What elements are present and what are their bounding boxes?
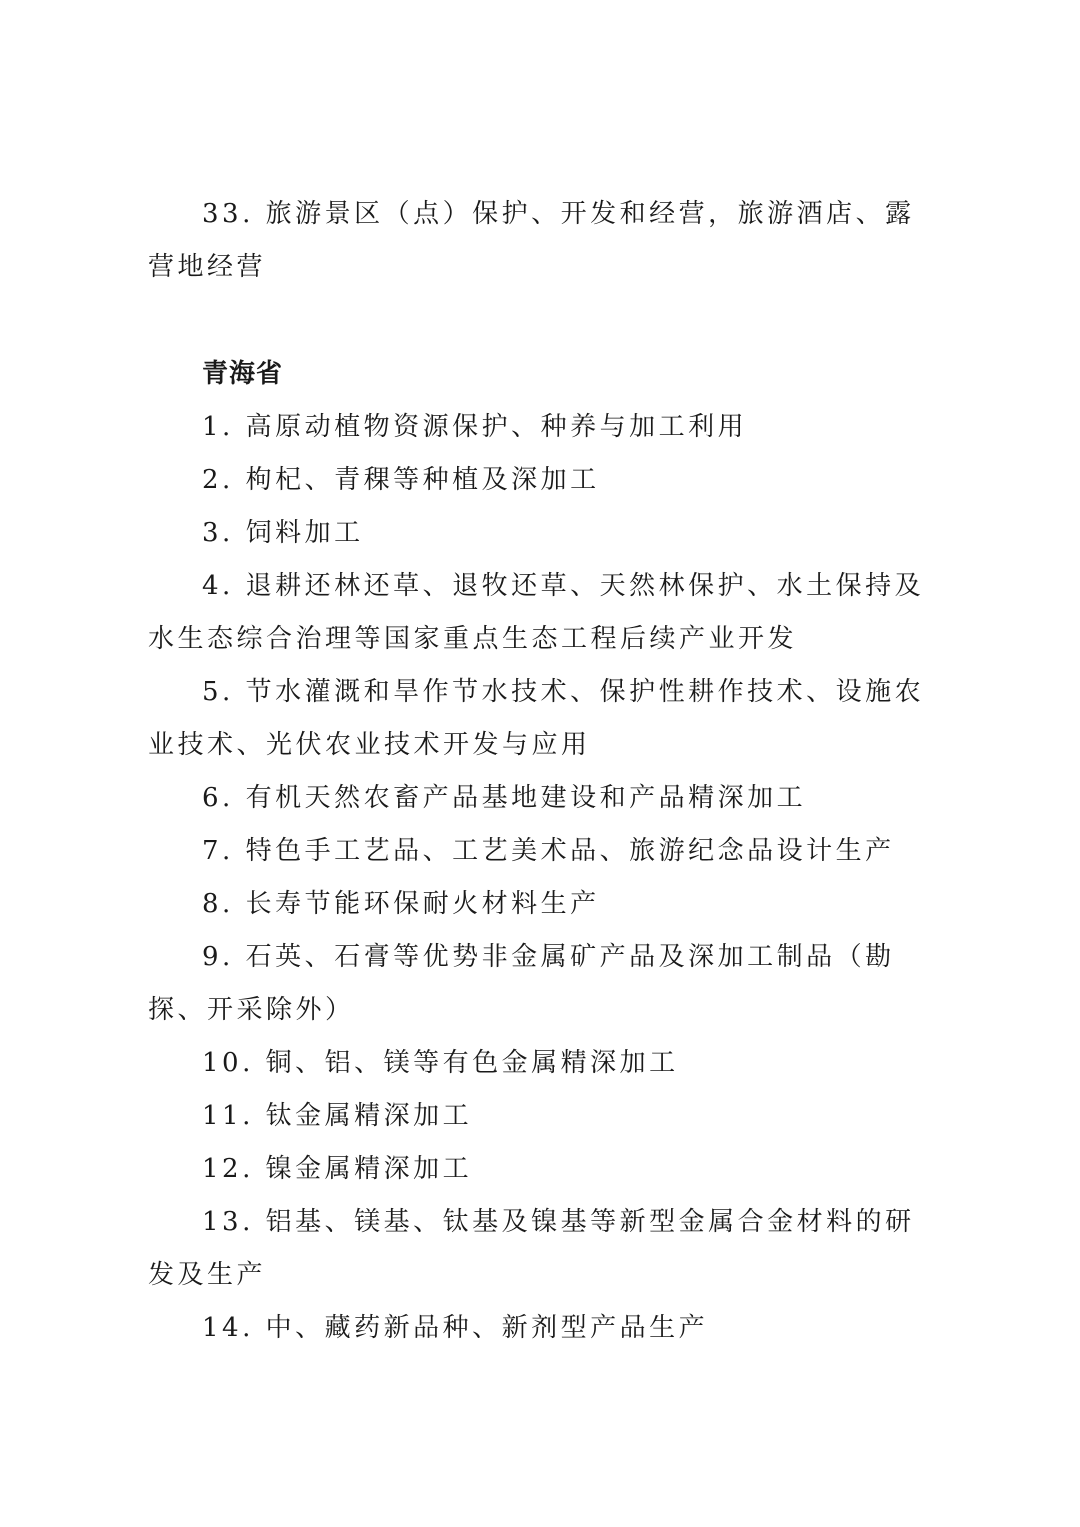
list-item: 12. 镍金属精深加工	[202, 1154, 473, 1184]
list-item: 7. 特色手工艺品、工艺美术品、旅游纪念品设计生产	[202, 836, 895, 866]
list-item: 14. 中、藏药新品种、新剂型产品生产	[202, 1313, 709, 1343]
list-item: 3. 饲料加工	[202, 518, 364, 548]
list-item: 8. 长寿节能环保耐火材料生产	[202, 889, 600, 919]
list-item: 11. 钛金属精深加工	[202, 1101, 473, 1131]
list-item: 33. 旅游景区（点）保护、开发和经营，旅游酒店、露营地经营	[148, 199, 915, 282]
list-item: 13. 铝基、镁基、钛基及镍基等新型金属合金材料的研发及生产	[148, 1207, 915, 1290]
list-item: 9. 石英、石膏等优势非金属矿产品及深加工制品（勘探、开采除外）	[148, 942, 895, 1025]
list-item: 1. 高原动植物资源保护、种养与加工利用	[202, 412, 748, 442]
list-item: 6. 有机天然农畜产品基地建设和产品精深加工	[202, 783, 807, 813]
list-item: 5. 节水灌溉和旱作节水技术、保护性耕作技术、设施农业技术、光伏农业技术开发与应用	[148, 677, 925, 760]
list-item: 4. 退耕还林还草、退牧还草、天然林保护、水土保持及水生态综合治理等国家重点生态工程后续产业开发	[148, 571, 925, 654]
section-heading: 青海省	[202, 359, 284, 389]
qinghai-section	[148, 348, 936, 1355]
list-item: 2. 枸杞、青稞等种植及深加工	[202, 465, 600, 495]
previous-section	[148, 188, 936, 294]
list-item: 10. 铜、铝、镁等有色金属精深加工	[202, 1048, 679, 1078]
